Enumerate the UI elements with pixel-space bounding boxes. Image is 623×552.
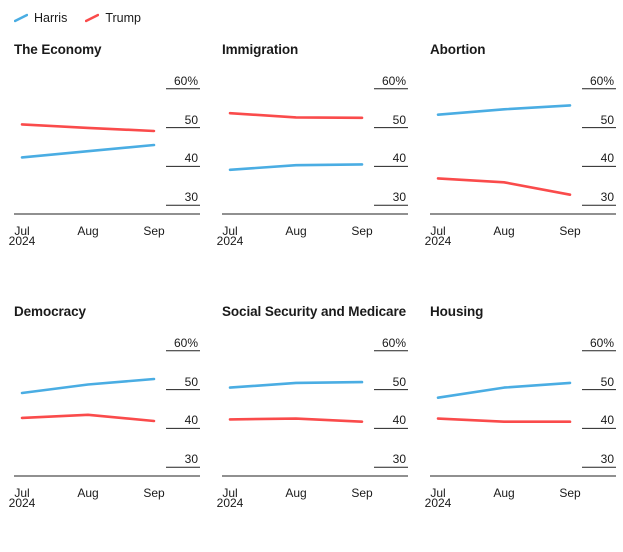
x-axis-year-label: 2024 [216,496,244,510]
series-line-trump [438,178,570,194]
y-tick-label: 60% [589,335,614,350]
plot-area [8,64,200,254]
legend-label-harris: Harris [34,11,68,25]
series-line-harris [230,164,362,169]
panel-title: Democracy [14,304,86,319]
y-tick-label: 30 [600,452,614,467]
series-line-trump [22,124,154,131]
x-tick-label: Aug [77,224,99,238]
series-line-trump [230,113,362,118]
panel-title: Housing [430,304,484,319]
series-line-harris [438,105,570,114]
x-axis-year-label: 2024 [424,496,452,510]
plot-svg [430,64,616,216]
y-tick-label: 60% [381,335,406,350]
y-tick-label: 40 [392,151,406,166]
chart-panel [0,28,208,290]
series-line-harris [230,382,362,388]
y-tick-label: 60% [173,73,198,88]
x-tick-label: Aug [77,486,99,500]
plot-svg [14,326,200,478]
x-axis-year-label: 2024 [8,496,36,510]
x-axis-labels [8,478,200,518]
x-tick-label: Jul [14,224,30,238]
legend-item-trump [85,11,141,25]
y-tick-label: 60% [173,335,198,350]
x-tick-label: Aug [285,486,307,500]
y-tick-label: 60% [589,73,614,88]
x-tick-label: Jul [430,486,446,500]
series-line-trump [230,419,362,422]
chart-grid [0,28,623,552]
plot-svg [222,326,408,478]
y-tick-label: 50 [392,374,406,389]
x-tick-label: Sep [559,224,581,238]
plot-svg [14,64,200,216]
x-tick-label: Jul [222,486,238,500]
x-tick-label: Jul [222,224,238,238]
x-tick-label: Jul [430,224,446,238]
plot-area [8,326,200,516]
panel-title: The Economy [14,42,102,57]
panel-title: Immigration [222,42,299,57]
plot-svg [430,326,616,478]
y-tick-label: 40 [392,413,406,428]
x-tick-label: Aug [493,224,515,238]
y-tick-label: 50 [184,374,198,389]
series-line-harris [22,379,154,393]
x-tick-label: Sep [143,486,165,500]
x-axis-labels [216,478,408,518]
plot-area [424,64,616,254]
x-tick-label: Aug [493,486,515,500]
legend-item-harris [14,11,67,25]
series-line-trump [22,415,154,421]
plot-area [216,326,408,516]
x-axis-labels [424,216,616,256]
y-tick-label: 50 [600,112,614,127]
x-tick-label: Sep [351,224,373,238]
x-axis-year-label: 2024 [8,234,36,248]
panel-title: Abortion [430,42,486,57]
series-line-harris [22,145,154,157]
series-line-harris [438,383,570,398]
chart-panel [208,28,416,290]
chart-panel [208,290,416,552]
x-axis-year-label: 2024 [216,234,244,248]
x-tick-label: Sep [143,224,165,238]
y-tick-label: 60% [381,73,406,88]
y-tick-label: 40 [184,413,198,428]
x-axis-labels [424,478,616,518]
x-tick-label: Sep [351,486,373,500]
trump-line-icon [85,13,99,23]
x-tick-label: Jul [14,486,30,500]
x-axis-labels [216,216,408,256]
y-tick-label: 40 [184,151,198,166]
x-axis-labels [8,216,200,256]
plot-area [216,64,408,254]
chart-panel [416,28,623,290]
y-tick-label: 30 [600,190,614,205]
legend-label-trump: Trump [105,11,141,25]
y-tick-label: 40 [600,151,614,166]
series-line-trump [438,419,570,422]
x-tick-label: Sep [559,486,581,500]
x-axis-year-label: 2024 [424,234,452,248]
chart-panel [0,290,208,552]
y-tick-label: 40 [600,413,614,428]
y-tick-label: 30 [184,190,198,205]
y-tick-label: 50 [184,112,198,127]
panel-title: Social Security and Medicare [222,304,407,319]
y-tick-label: 50 [600,374,614,389]
y-tick-label: 30 [392,190,406,205]
y-tick-label: 50 [392,112,406,127]
plot-svg [222,64,408,216]
y-tick-label: 30 [392,452,406,467]
plot-area [424,326,616,516]
y-tick-label: 30 [184,452,198,467]
x-tick-label: Aug [285,224,307,238]
harris-line-icon [14,13,28,23]
chart-panel [416,290,623,552]
chart-legend [0,0,623,28]
